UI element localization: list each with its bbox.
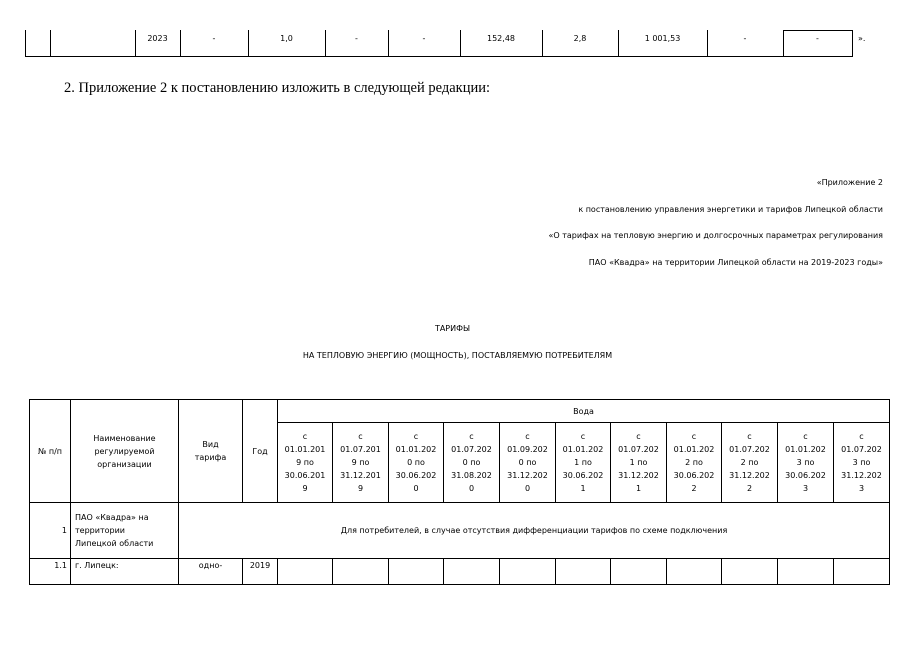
period-header-line: 01.01.202 <box>785 445 826 454</box>
top-row-divider <box>50 30 51 57</box>
period-header-line: 01.01.202 <box>395 445 437 454</box>
header-organization-line: Наименование <box>93 433 156 443</box>
value-cell <box>444 559 500 585</box>
period-header-line: 31.12.201 <box>340 471 381 480</box>
period-header-line: 2 по <box>685 458 703 467</box>
top-row-cell: - <box>422 34 426 43</box>
top-row-divider <box>25 30 26 57</box>
value-cell <box>278 559 333 585</box>
row-organization <box>71 503 179 559</box>
period-header <box>333 423 389 503</box>
period-header <box>611 423 667 503</box>
period-header-line: с <box>691 432 697 441</box>
period-header-line: 0 по <box>462 458 481 467</box>
period-header-line: 30.06.201 <box>284 471 326 480</box>
row-year: 2019 <box>243 559 278 585</box>
period-header-line: 0 <box>413 484 419 493</box>
header-water-group: Вода <box>278 400 890 423</box>
period-header-line: с <box>859 432 864 441</box>
top-row-cell: - <box>816 34 819 43</box>
top-row-divider <box>852 30 853 57</box>
period-header-line: 9 по <box>296 458 314 467</box>
period-header <box>667 423 722 503</box>
period-header-line: 9 <box>357 484 364 493</box>
row-organization-line: ПАО «Квадра» на <box>75 513 149 522</box>
top-row-cell: 1,0 <box>280 34 293 43</box>
amendment-paragraph: 2. Приложение 2 к постановлению изложить в следующей редакции: <box>64 80 491 96</box>
period-header-line: с <box>413 432 419 441</box>
period-header-line: с <box>636 432 641 441</box>
period-header-line: 01.07.202 <box>841 445 882 454</box>
period-header-line: 0 <box>524 484 531 493</box>
period-header-line: 9 <box>302 484 308 493</box>
period-header <box>500 423 556 503</box>
period-header-line: 31.12.202 <box>507 471 548 480</box>
period-header-line: 01.07.202 <box>618 445 659 454</box>
period-header-line: 01.09.202 <box>507 445 548 454</box>
period-header-line: 01.01.202 <box>562 445 604 454</box>
row-city: г. Липецк: <box>71 559 179 585</box>
period-header-line: 01.01.202 <box>673 445 715 454</box>
period-header-line: 9 по <box>351 458 370 467</box>
period-header <box>389 423 444 503</box>
top-row-cell: 1 001,53 <box>644 34 681 43</box>
period-header-line: 30.06.202 <box>562 471 604 480</box>
period-header-line: с <box>469 432 474 441</box>
value-cell <box>611 559 667 585</box>
top-row-cell: - <box>355 34 358 43</box>
appendix-header-line-1: «Приложение 2 <box>816 178 883 187</box>
appendix-header-line-4: ПАО «Квадра» на территории Липецкой области на 2019-2023 годы» <box>588 258 883 267</box>
header-tariff-type-line: Вид <box>202 440 219 449</box>
value-cell <box>834 559 890 585</box>
appendix-header-line-2: к постановлению управления энергетики и тарифов Липецкой области <box>578 205 883 214</box>
header-organization-line: регулируемой <box>94 446 155 456</box>
row-consumer-note: Для потребителей, в случае отсутствия дифференциации тарифов по схеме подключения <box>179 503 890 559</box>
period-header-line: 1 по <box>629 458 648 467</box>
period-header-line: 01.07.201 <box>340 445 381 454</box>
period-header-line: 2 по <box>740 458 759 467</box>
header-tariff-type <box>179 400 243 503</box>
period-header-line: с <box>302 432 308 441</box>
period-header-line: 3 <box>802 484 809 493</box>
header-organization <box>71 400 179 503</box>
row-num: 1.1 <box>30 559 71 585</box>
period-header-line: 30.06.202 <box>785 471 826 480</box>
period-header <box>444 423 500 503</box>
top-row-year: 2023 <box>147 34 168 43</box>
header-tariff-type-line: тарифа <box>194 453 227 462</box>
period-header-line: с <box>580 432 586 441</box>
value-cell <box>500 559 556 585</box>
header-num: № п/п <box>30 400 71 503</box>
period-header-line: 3 <box>858 484 865 493</box>
row-organization-line: Липецкой области <box>75 539 154 548</box>
top-row-closing-quote: ». <box>858 34 866 43</box>
period-header-line: 1 <box>580 484 586 493</box>
period-header-line: 2 <box>746 484 753 493</box>
period-header <box>834 423 890 503</box>
top-row-cell: - <box>743 34 747 43</box>
appendix-header-line-3: «О тарифах на тепловую энергию и долгосрочных параметрах регулирования <box>548 231 883 240</box>
header-organization-line: организации <box>97 459 152 469</box>
top-row-cell: 2,8 <box>573 34 587 43</box>
top-row-cell: - <box>212 34 216 43</box>
value-cell <box>333 559 389 585</box>
top-row-cell: 152,48 <box>487 34 515 43</box>
period-header-line: 0 по <box>407 458 425 467</box>
period-header-line: 31.08.202 <box>451 471 492 480</box>
value-cell <box>556 559 611 585</box>
period-header-line: с <box>803 432 808 441</box>
tariff-table <box>29 399 890 585</box>
page-cutoff <box>0 588 905 648</box>
period-header-line: 30.06.202 <box>395 471 437 480</box>
period-header-line: 3 по <box>852 458 871 467</box>
row-tariff-type: одно- <box>179 559 243 585</box>
period-header-line: 31.12.202 <box>841 471 882 480</box>
period-header-line: 01.01.201 <box>284 445 326 454</box>
period-header-line: 31.12.202 <box>618 471 659 480</box>
header-year: Год <box>243 400 278 503</box>
period-header-line: 31.12.202 <box>729 471 770 480</box>
period-header-line: 01.07.202 <box>729 445 770 454</box>
value-cell <box>667 559 722 585</box>
period-header <box>722 423 778 503</box>
period-header-line: 30.06.202 <box>673 471 715 480</box>
period-header <box>778 423 834 503</box>
period-header <box>278 423 333 503</box>
period-header-line: с <box>747 432 752 441</box>
value-cell <box>778 559 834 585</box>
period-header-line: с <box>525 432 530 441</box>
period-header-line: 1 по <box>574 458 592 467</box>
row-organization-line: территории <box>75 526 125 535</box>
period-header-line: 1 <box>635 484 642 493</box>
period-header-line: с <box>358 432 363 441</box>
value-cell <box>389 559 444 585</box>
period-header-line: 2 <box>691 484 697 493</box>
period-header-line: 0 <box>468 484 475 493</box>
period-header <box>556 423 611 503</box>
table-subtitle: НА ТЕПЛОВУЮ ЭНЕРГИЮ (МОЩНОСТЬ), ПОСТАВЛЯЕМУЮ ПОТРЕБИТЕЛЯМ <box>302 351 613 360</box>
period-header-line: 01.07.202 <box>451 445 492 454</box>
period-header-line: 0 по <box>518 458 537 467</box>
row-num: 1 <box>30 503 71 559</box>
period-header-line: 3 по <box>796 458 815 467</box>
value-cell <box>722 559 778 585</box>
table-title: ТАРИФЫ <box>434 324 471 333</box>
